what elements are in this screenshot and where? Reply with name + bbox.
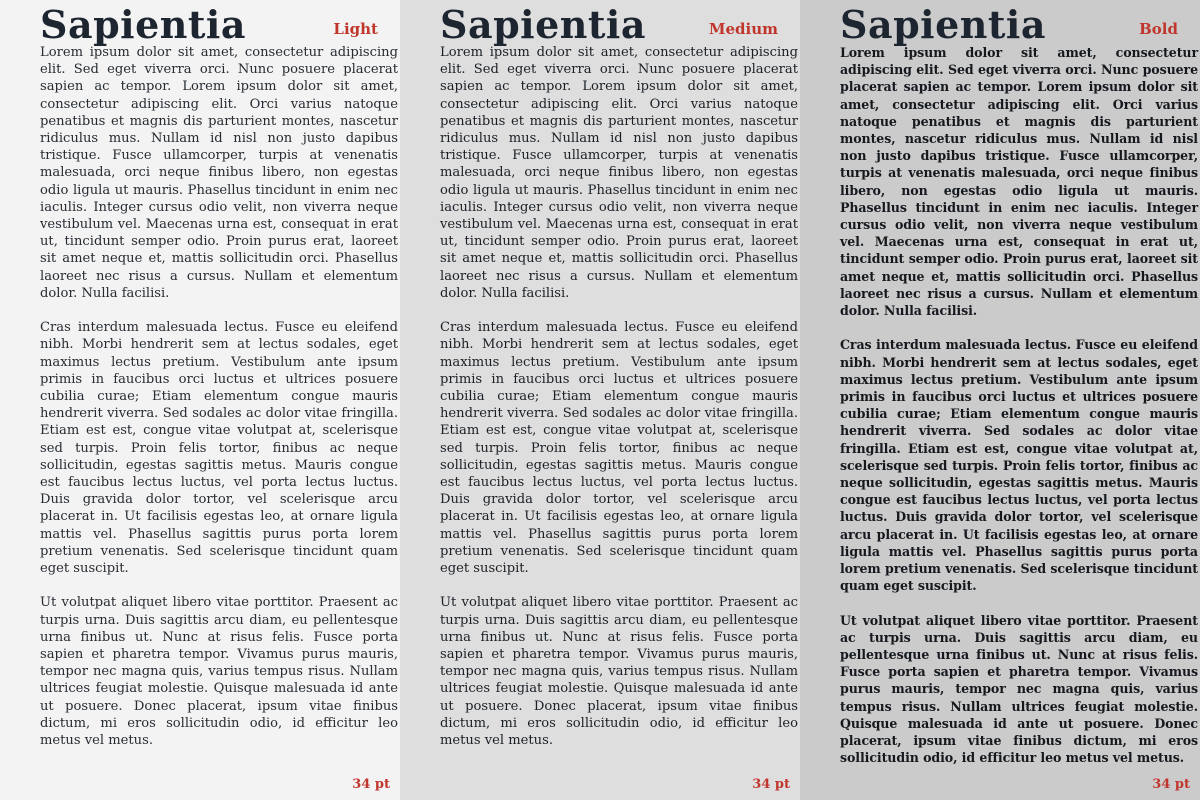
specimen-paragraph: Ut volutpat aliquet libero vitae porttitor. Praesent ac turpis urna. Duis sagittis arcu diam, eu pellentesque urna finibus ut. Nunc at risus felis. Fusce porta sapien et pharetra tempor. Vivamus purus mauris, tempor nec magna quis, varius tempus risus. Nullam ultrices feugiat molestie. Quisque malesuada id ante ut posuere. Donec placerat, ipsum vitae finibus dictum, mi eros sollicitudin odio, id efficitur leo metus vel metus. bbox=[840, 612, 1198, 766]
specimen-paragraph: Cras interdum malesuada lectus. Fusce eu eleifend nibh. Morbi hendrerit sem at lectus sodales, eget maximus lectus pretium. Vestibulum ante ipsum primis in faucibus orci luctus et ultrices posuere cubilia curae; Etiam elementum congue mauris hendrerit viverra. Sed sodales ac dolor vitae fringilla. Etiam est est, congue vitae volutpat at, scelerisque sed turpis. Proin felis tortor, finibus ac neque sollicitudin, egestas sagittis metus. Mauris congue est faucibus lectus luctus, vel porta lectus luctus. Duis gravida dolor tortor, vel scelerisque arcu placerat in. Ut facilisis egestas leo, at ornare ligula mattis vel. Phasellus sagittis purus porta lorem pretium venenatis. Sed scelerisque tincidunt quam eget suscipit. bbox=[440, 320, 798, 577]
specimen-paragraph: Ut volutpat aliquet libero vitae porttitor. Praesent ac turpis urna. Duis sagittis arcu diam, eu pellentesque urna finibus ut. Nunc at risus felis. Fusce porta sapien et pharetra tempor. Vivamus purus mauris, tempor nec magna quis, varius tempus risus. Nullam ultrices feugiat molestie. Quisque malesuada id ante ut posuere. Donec placerat, ipsum vitae finibus dictum, mi eros sollicitudin odio, id efficitur leo metus vel metus. bbox=[440, 595, 798, 749]
point-size-label: 34 pt bbox=[1152, 777, 1190, 792]
weight-label: Bold bbox=[1139, 20, 1178, 38]
point-size-label: 34 pt bbox=[752, 777, 790, 792]
specimen-panel-light bbox=[0, 0, 400, 800]
point-size-label: 34 pt bbox=[352, 777, 390, 792]
specimen-paragraph: Lorem ipsum dolor sit amet, consectetur adipiscing elit. Sed eget viverra orci. Nunc posuere placerat sapien ac tempor. Lorem ipsum dolor sit amet, consectetur adipiscing elit. Orci varius natoque penatibus et magnis dis parturient montes, nascetur ridiculus mus. Nullam id nisl non justo dapibus tristique. Fusce ullamcorper, turpis at venenatis malesuada, orci neque finibus libero, non egestas odio ligula ut mauris. Phasellus tincidunt in enim nec iaculis. Integer cursus odio velit, non viverra neque vestibulum vel. Maecenas urna est, consequat in erat ut, tincidunt semper odio. Proin purus erat, laoreet sit amet neque et, mattis sollicitudin orci. Phasellus laoreet nec risus a cursus. Nullam et elementum dolor. Nulla facilisi. bbox=[840, 45, 1198, 319]
specimen-panel-medium bbox=[400, 0, 800, 800]
specimen-paragraph: Cras interdum malesuada lectus. Fusce eu eleifend nibh. Morbi hendrerit sem at lectus sodales, eget maximus lectus pretium. Vestibulum ante ipsum primis in faucibus orci luctus et ultrices posuere cubilia curae; Etiam elementum congue mauris hendrerit viverra. Sed sodales ac dolor vitae fringilla. Etiam est est, congue vitae volutpat at, scelerisque sed turpis. Proin felis tortor, finibus ac neque sollicitudin, egestas sagittis metus. Mauris congue est faucibus lectus luctus, vel porta lectus luctus. Duis gravida dolor tortor, vel scelerisque arcu placerat in. Ut facilisis egestas leo, at ornare ligula mattis vel. Phasellus sagittis purus porta lorem pretium venenatis. Sed scelerisque tincidunt quam eget suscipit. bbox=[840, 337, 1198, 594]
weight-label: Medium bbox=[708, 20, 778, 38]
specimen-panel-bold bbox=[800, 0, 1200, 800]
specimen-paragraph: Lorem ipsum dolor sit amet, consectetur adipiscing elit. Sed eget viverra orci. Nunc posuere placerat sapien ac tempor. Lorem ipsum dolor sit amet, consectetur adipiscing elit. Orci varius natoque penatibus et magnis dis parturient montes, nascetur ridiculus mus. Nullam id nisl non justo dapibus tristique. Fusce ullamcorper, turpis at venenatis malesuada, orci neque finibus libero, non egestas odio ligula ut mauris. Phasellus tincidunt in enim nec iaculis. Integer cursus odio velit, non viverra neque vestibulum vel. Maecenas urna est, consequat in erat ut, tincidunt semper odio. Proin purus erat, laoreet sit amet neque et, mattis sollicitudin orci. Phasellus laoreet nec risus a cursus. Nullam et elementum dolor. Nulla facilisi. bbox=[440, 45, 798, 301]
specimen-text bbox=[440, 44, 798, 766]
font-title: Sapientia bbox=[440, 2, 646, 47]
specimen-text bbox=[40, 44, 398, 766]
font-title: Sapientia bbox=[40, 2, 246, 47]
specimen-paragraph: Ut volutpat aliquet libero vitae porttitor. Praesent ac turpis urna. Duis sagittis arcu diam, eu pellentesque urna finibus ut. Nunc at risus felis. Fusce porta sapien et pharetra tempor. Vivamus purus mauris, tempor nec magna quis, varius tempus risus. Nullam ultrices feugiat molestie. Quisque malesuada id ante ut posuere. Donec placerat, ipsum vitae finibus dictum, mi eros sollicitudin odio, id efficitur leo metus vel metus. bbox=[40, 595, 398, 749]
font-title: Sapientia bbox=[840, 2, 1046, 47]
specimen-paragraph: Lorem ipsum dolor sit amet, consectetur adipiscing elit. Sed eget viverra orci. Nunc posuere placerat sapien ac tempor. Lorem ipsum dolor sit amet, consectetur adipiscing elit. Orci varius natoque penatibus et magnis dis parturient montes, nascetur ridiculus mus. Nullam id nisl non justo dapibus tristique. Fusce ullamcorper, turpis at venenatis malesuada, orci neque finibus libero, non egestas odio ligula ut mauris. Phasellus tincidunt in enim nec iaculis. Integer cursus odio velit, non viverra neque vestibulum vel. Maecenas urna est, consequat in erat ut, tincidunt semper odio. Proin purus erat, laoreet sit amet neque et, mattis sollicitudin orci. Phasellus laoreet nec risus a cursus. Nullam et elementum dolor. Nulla facilisi. bbox=[40, 45, 398, 301]
specimen-text bbox=[840, 44, 1198, 784]
specimen-paragraph: Cras interdum malesuada lectus. Fusce eu eleifend nibh. Morbi hendrerit sem at lectus sodales, eget maximus lectus pretium. Vestibulum ante ipsum primis in faucibus orci luctus et ultrices posuere cubilia curae; Etiam elementum congue mauris hendrerit viverra. Sed sodales ac dolor vitae fringilla. Etiam est est, congue vitae volutpat at, scelerisque sed turpis. Proin felis tortor, finibus ac neque sollicitudin, egestas sagittis metus. Mauris congue est faucibus lectus luctus, vel porta lectus luctus. Duis gravida dolor tortor, vel scelerisque arcu placerat in. Ut facilisis egestas leo, at ornare ligula mattis vel. Phasellus sagittis purus porta lorem pretium venenatis. Sed scelerisque tincidunt quam eget suscipit. bbox=[40, 320, 398, 577]
weight-label: Light bbox=[333, 20, 378, 38]
